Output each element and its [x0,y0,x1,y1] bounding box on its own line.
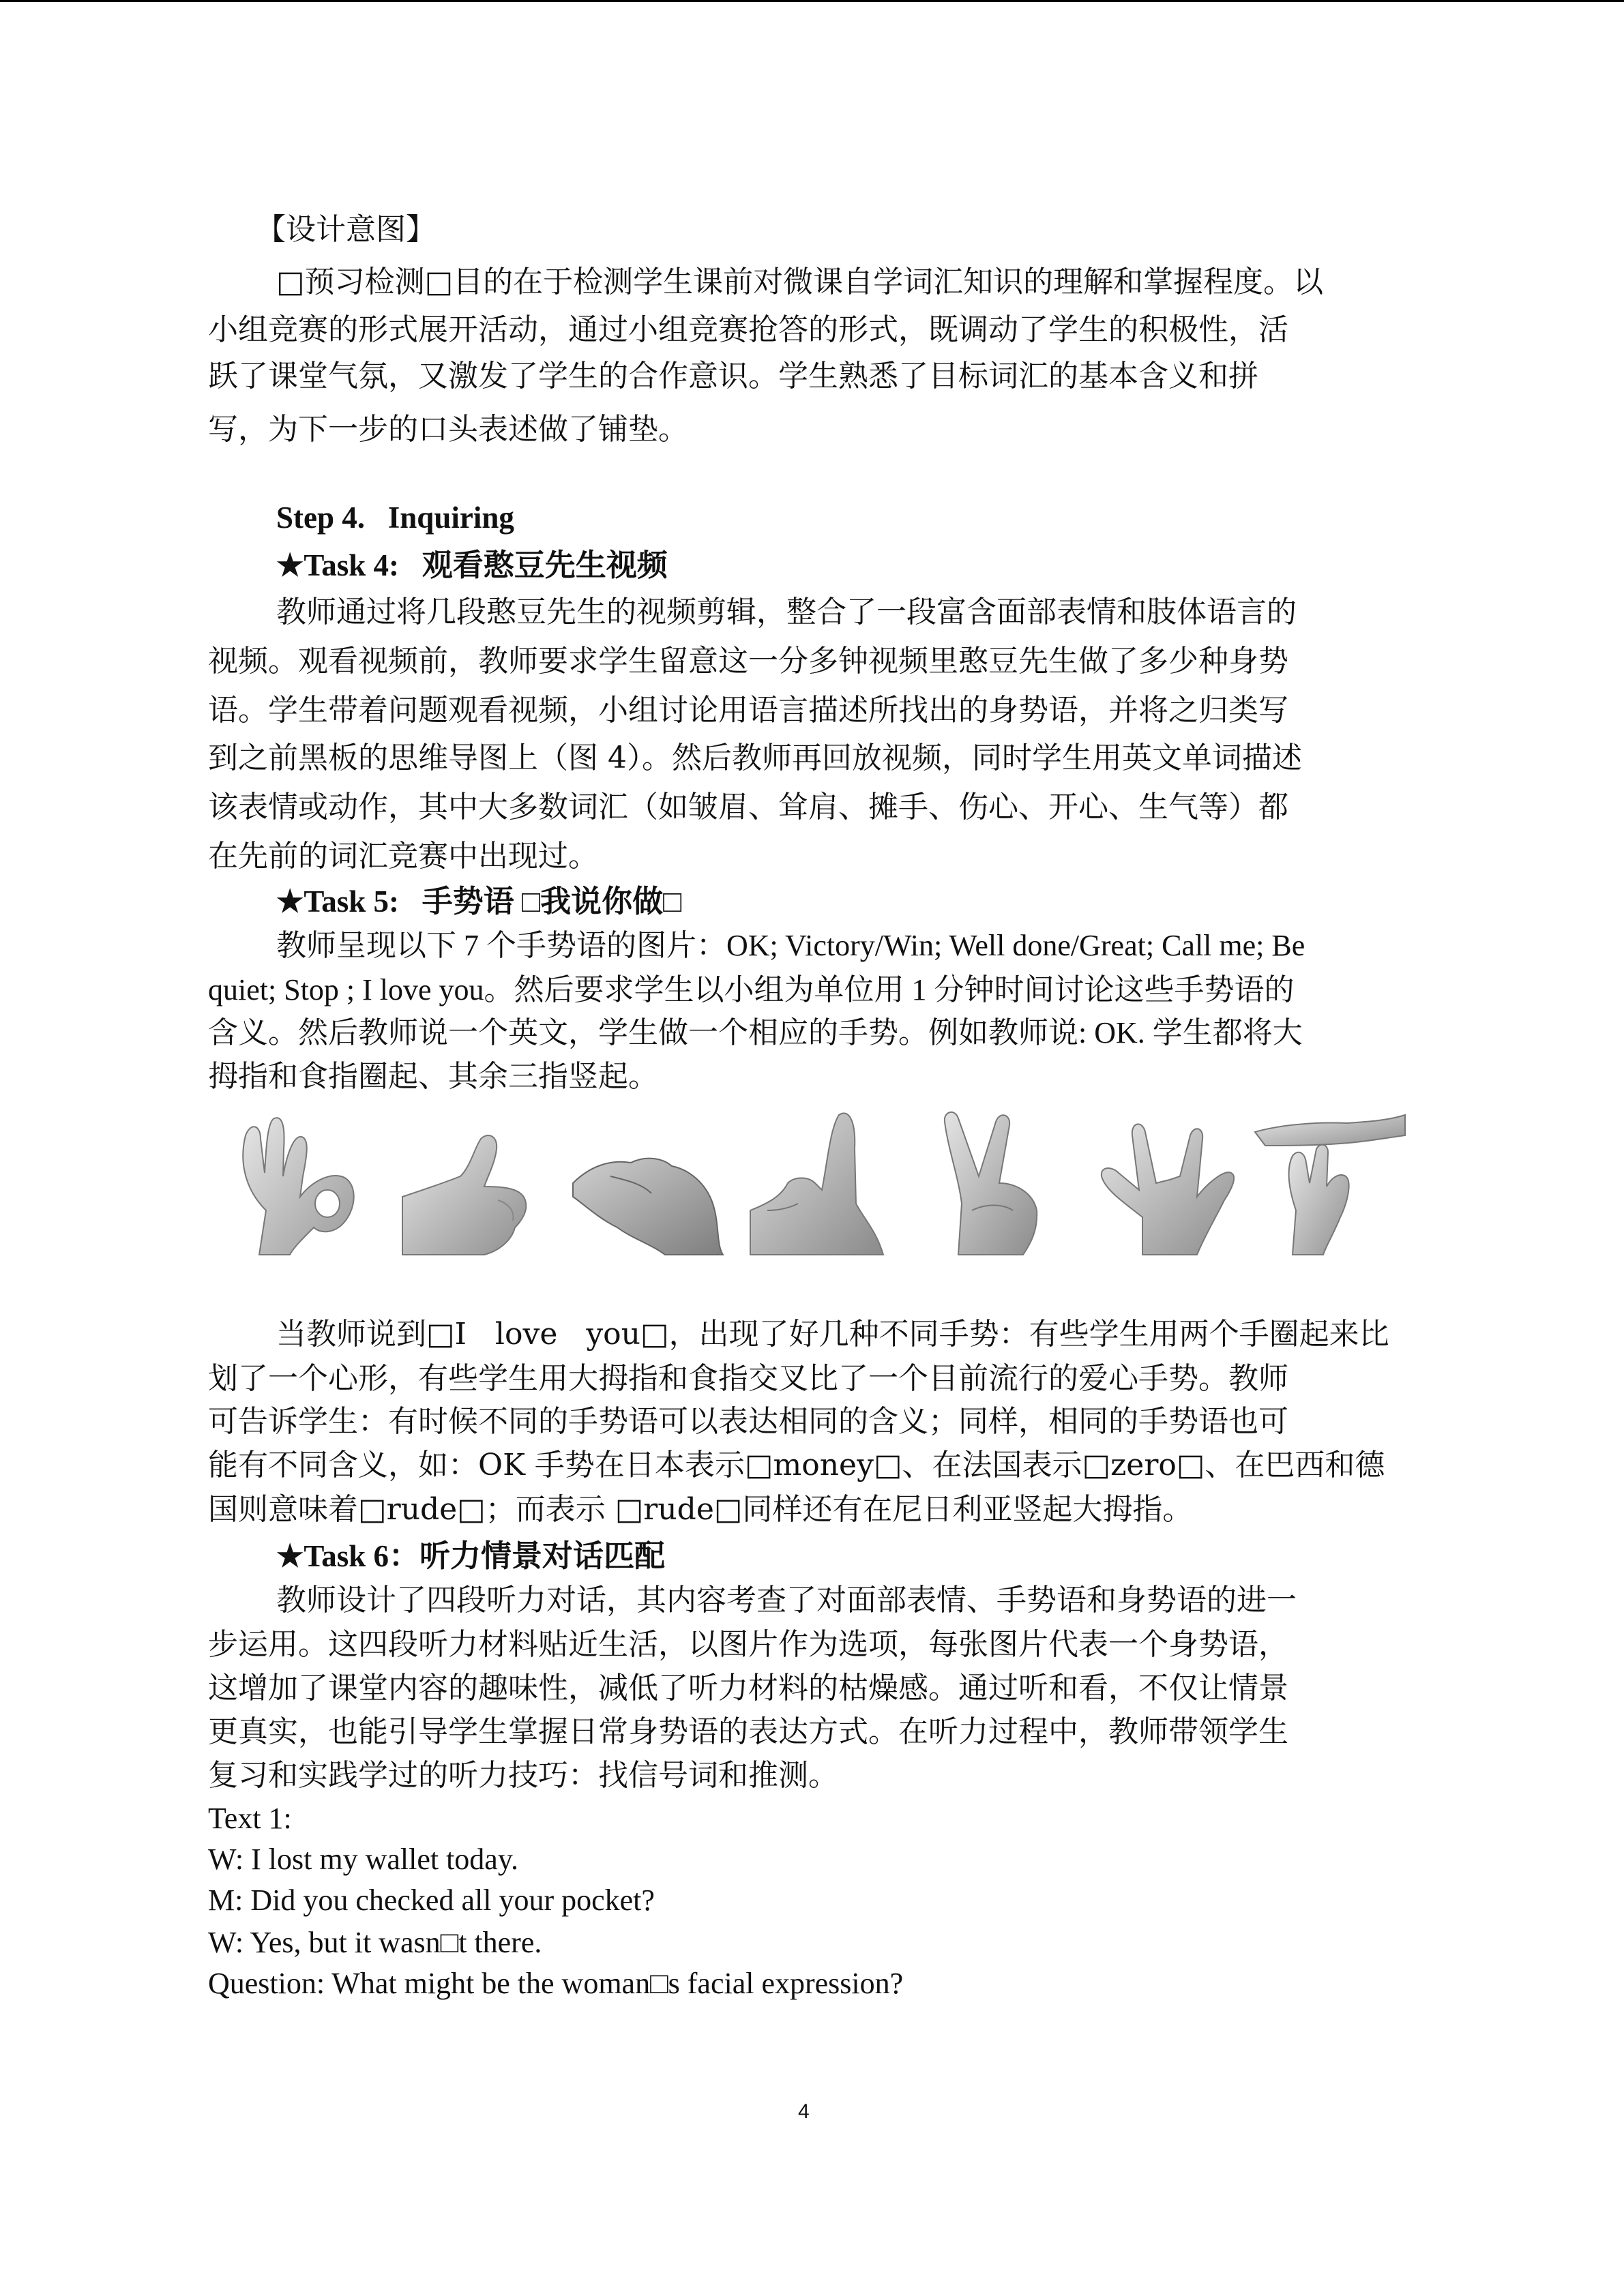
page-top-rule [0,0,1624,2]
text1-line: Text 1: [208,1802,292,1835]
task4-line: 视频。观看视频前，教师要求学生留意这一分多钟视频里憨豆先生做了多少种身势 [208,644,1288,679]
task6-heading: ★Task 6：听力情景对话匹配 [276,1539,666,1573]
task5-line: quiet; Stop ; I love you。然后要求学生以小组为单位用 1 分钟时间讨论这些手势语的 [208,973,1295,1007]
task6-line: 这增加了课堂内容的趣味性，减低了听力材料的枯燥感。通过听和看，不仅让情景 [208,1671,1288,1705]
task6-line: 复习和实践学过的听力技巧：找信号词和推测。 [208,1758,838,1793]
design-intent-title: 【设计意图】 [256,212,436,247]
step4-heading: Step 4. Inquiring [276,501,514,535]
text1-line: W: I lost my wallet today. [208,1843,518,1876]
thumbs-up-icon [396,1108,552,1258]
design-intent-line: 写，为下一步的口头表述做了铺垫。 [208,412,688,447]
task4-heading: ★Task 4: 观看憨豆先生视频 [276,548,668,582]
victory-hand-icon [921,1108,1078,1258]
love-paragraph-line: 划了一个心形，有些学生用大拇指和食指交叉比了一个目前流行的爱心手势。教师 [208,1361,1288,1396]
task4-line: 到之前黑板的思维导图上（图 4）。然后教师再回放视频，同时学生用英文单词描述 [208,741,1302,775]
design-intent-line: 跃了课堂气氛，又激发了学生的合作意识。学生熟悉了目标词汇的基本含义和拼 [208,359,1258,393]
gesture-images-row [208,1108,1402,1258]
page-number: 4 [798,2100,810,2123]
quiet-hand-icon [570,1108,726,1258]
task4-line: 该表情或动作，其中大多数词汇（如皱眉、耸肩、摊手、伤心、开心、生气等）都 [208,790,1288,824]
task6-line: 教师设计了四段听力对话，其内容考查了对面部表情、手势语和身势语的进一 [276,1583,1297,1617]
task4-line: 教师通过将几段憨豆先生的视频剪辑，整合了一段富含面部表情和肢体语言的 [276,595,1297,629]
task6-line: 更真实，也能引导学生掌握日常身势语的表达方式。在听力过程中，教师带领学生 [208,1714,1288,1749]
task6-line: 步运用。这四段听力材料贴近生活，以图片作为选项，每张图片代表一个身势语， [208,1627,1288,1662]
text1-line: Question: What might be the woman□s facial expression? [208,1967,904,2000]
task5-heading: ★Task 5: 手势语 □我说你做□ [276,884,682,919]
task4-line: 在先前的词汇竞赛中出现过。 [208,839,598,874]
task5-line: 拇指和食指圈起、其余三指竖起。 [208,1059,658,1094]
design-intent-line: □预习检测□目的在于检测学生课前对微课自学词汇知识的理解和掌握程度。以 [276,265,1324,299]
task4-line: 语。学生带着问题观看视频，小组讨论用语言描述所找出的身势语，并将之归类写 [208,693,1288,728]
stop-hand-icon [1252,1108,1408,1258]
love-paragraph-line: 可告诉学生：有时候不同的手势语可以表达相同的含义；同样，相同的手势语也可 [208,1404,1288,1439]
task5-line: 教师呈现以下 7 个手势语的图片：OK; Victory/Win; Well done/Great; Call me; Be [276,929,1305,962]
love-paragraph-line: 国则意味着□rude□；而表示 □rude□同样还有在尼日利亚竖起大拇指。 [208,1492,1193,1527]
love-paragraph-line: 能有不同含义，如：OK 手势在日本表示□money□、在法国表示□zero□、在巴西和德 [208,1448,1385,1482]
ok-hand-icon [218,1108,375,1258]
i-love-you-hand-icon [1095,1108,1252,1258]
design-intent-line: 小组竞赛的形式展开活动，通过小组竞赛抢答的形式，既调动了学生的积极性，活 [208,312,1288,347]
love-paragraph-line: 当教师说到□I love you□，出现了好几种不同手势：有些学生用两个手圈起来比 [276,1317,1389,1352]
text1-line: M: Did you checked all your pocket? [208,1883,655,1917]
task5-line: 含义。然后教师说一个英文，学生做一个相应的手势。例如教师说: OK. 学生都将大 [208,1016,1303,1049]
text1-line: W: Yes, but it wasn□t there. [208,1926,542,1959]
call-me-icon [747,1108,904,1258]
